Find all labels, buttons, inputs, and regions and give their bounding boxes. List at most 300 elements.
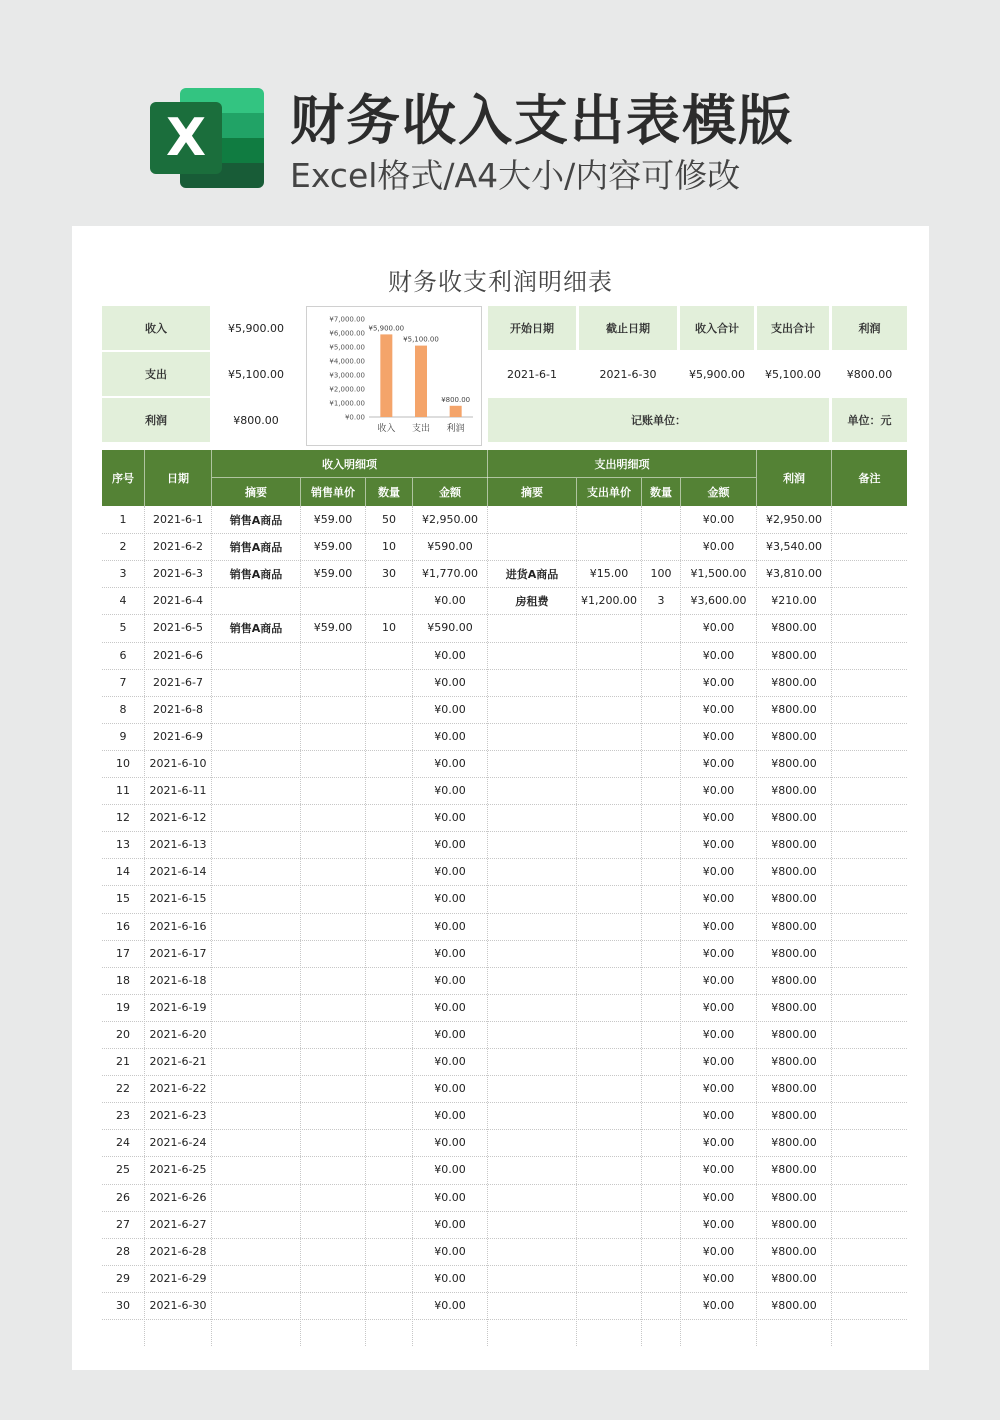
bar-1[interactable] [415, 346, 427, 417]
cell-expense-qty[interactable] [642, 858, 680, 885]
cell-expense-qty[interactable] [642, 1184, 680, 1211]
cell-profit[interactable]: ¥800.00 [771, 892, 817, 906]
cell-profit[interactable]: ¥800.00 [771, 675, 817, 689]
cell-expense-qty[interactable] [642, 1048, 680, 1075]
cell-date[interactable]: 2021-6-23 [149, 1109, 207, 1123]
cell-income-amount[interactable]: ¥0.00 [434, 892, 466, 906]
cell-income-price[interactable]: ¥59.00 [313, 513, 353, 527]
cell-income-price[interactable] [301, 885, 365, 912]
cell-income-qty[interactable] [366, 1265, 412, 1292]
cell-note[interactable] [832, 1102, 907, 1129]
cell-income-amount[interactable]: ¥0.00 [434, 675, 466, 689]
cell-note[interactable] [832, 750, 907, 777]
cell-note[interactable] [832, 1021, 907, 1048]
cell-income-qty[interactable]: 50 [382, 513, 396, 527]
cell-date[interactable]: 2021-6-7 [153, 675, 203, 689]
cell-income-qty[interactable] [366, 587, 412, 614]
cell-expense-summary[interactable] [488, 614, 576, 641]
cell-expense-amount[interactable]: ¥0.00 [702, 756, 735, 770]
start-date-value[interactable]: 2021-6-1 [507, 367, 557, 381]
cell-expense-summary[interactable] [488, 1102, 576, 1129]
cell-expense-qty[interactable] [642, 1075, 680, 1102]
cell-profit[interactable]: ¥3,540.00 [766, 540, 822, 554]
cell-expense-amount[interactable]: ¥0.00 [702, 865, 735, 879]
cell-expense-qty[interactable] [642, 804, 680, 831]
cell-income-price[interactable] [301, 1129, 365, 1156]
cell-date[interactable]: 2021-6-14 [149, 865, 207, 879]
cell-income-summary[interactable] [212, 1129, 300, 1156]
cell-income-summary[interactable] [212, 831, 300, 858]
cell-date[interactable]: 2021-6-21 [149, 1055, 207, 1069]
cell-income-summary[interactable] [212, 1211, 300, 1238]
cell-expense-qty[interactable] [642, 777, 680, 804]
cell-date[interactable]: 2021-6-11 [149, 784, 207, 798]
cell-seq[interactable]: 5 [119, 621, 127, 635]
cell-expense-amount[interactable]: ¥0.00 [702, 838, 735, 852]
cell-expense-amount[interactable]: ¥0.00 [702, 1190, 735, 1204]
cell-expense-qty[interactable]: 3 [657, 594, 665, 608]
cell-profit[interactable]: ¥800.00 [771, 1027, 817, 1041]
cell-expense-price[interactable] [577, 1156, 641, 1183]
cell-income-amount[interactable]: ¥0.00 [434, 973, 466, 987]
cell-expense-amount[interactable]: ¥0.00 [702, 1055, 735, 1069]
cell-income-summary[interactable] [212, 587, 300, 614]
cell-expense-amount[interactable]: ¥0.00 [702, 675, 735, 689]
cell-expense-price[interactable]: ¥15.00 [589, 567, 629, 581]
cell-expense-summary[interactable] [488, 804, 576, 831]
bar-2[interactable] [450, 406, 462, 417]
cell-seq[interactable]: 21 [116, 1055, 130, 1069]
cell-income-qty[interactable] [366, 1211, 412, 1238]
cell-expense-summary[interactable] [488, 750, 576, 777]
cell-income-summary[interactable] [212, 1021, 300, 1048]
cell-income-qty[interactable] [366, 750, 412, 777]
cell-profit[interactable]: ¥800.00 [771, 756, 817, 770]
cell-seq[interactable]: 24 [116, 1136, 130, 1150]
cell-seq[interactable]: 14 [116, 865, 130, 879]
cell-income-amount[interactable]: ¥1,770.00 [422, 567, 478, 581]
cell-profit[interactable]: ¥800.00 [771, 1109, 817, 1123]
cell-expense-qty[interactable] [642, 1265, 680, 1292]
cell-income-amount[interactable]: ¥0.00 [434, 1298, 466, 1312]
cell-income-summary[interactable] [212, 696, 300, 723]
cell-expense-amount[interactable]: ¥0.00 [702, 702, 735, 716]
cell-expense-amount[interactable]: ¥0.00 [702, 540, 735, 554]
cell-income-summary[interactable] [212, 669, 300, 696]
cell-expense-qty[interactable] [642, 1021, 680, 1048]
cell-income-price[interactable] [301, 1075, 365, 1102]
cell-expense-summary[interactable] [488, 1021, 576, 1048]
cell-income-amount[interactable]: ¥0.00 [434, 1190, 466, 1204]
cell-income-summary[interactable] [212, 885, 300, 912]
cell-seq[interactable]: 25 [116, 1163, 130, 1177]
cell-income-summary[interactable] [212, 777, 300, 804]
cell-expense-price[interactable] [577, 1265, 641, 1292]
cell-date[interactable]: 2021-6-26 [149, 1190, 207, 1204]
cell-date[interactable]: 2021-6-24 [149, 1136, 207, 1150]
cell-seq[interactable]: 9 [119, 729, 127, 743]
cell-note[interactable] [832, 614, 907, 641]
cell-expense-amount[interactable]: ¥0.00 [702, 1027, 735, 1041]
cell-income-summary[interactable] [212, 642, 300, 669]
cell-expense-price[interactable] [577, 1102, 641, 1129]
cell-expense-amount[interactable]: ¥0.00 [702, 946, 735, 960]
cell-expense-price[interactable] [577, 940, 641, 967]
cell-income-qty[interactable] [366, 1048, 412, 1075]
cell-income-amount[interactable]: ¥0.00 [434, 1244, 466, 1258]
cell-expense-qty[interactable] [642, 1292, 680, 1319]
cell-date[interactable]: 2021-6-16 [149, 919, 207, 933]
cell-expense-price[interactable] [577, 1129, 641, 1156]
cell-profit[interactable]: ¥800.00 [771, 865, 817, 879]
cell-date[interactable]: 2021-6-4 [153, 594, 203, 608]
cell-income-qty[interactable] [366, 940, 412, 967]
cell-note[interactable] [832, 506, 907, 533]
cell-profit[interactable]: ¥800.00 [771, 1244, 817, 1258]
cell-income-summary[interactable] [212, 1048, 300, 1075]
cell-expense-price[interactable] [577, 506, 641, 533]
cell-expense-summary[interactable] [488, 506, 576, 533]
cell-expense-qty[interactable] [642, 1102, 680, 1129]
cell-expense-price[interactable] [577, 1292, 641, 1319]
cell-note[interactable] [832, 1048, 907, 1075]
cell-seq[interactable]: 22 [116, 1082, 130, 1096]
cell-income-amount[interactable]: ¥0.00 [434, 594, 466, 608]
cell-seq[interactable]: 10 [116, 756, 130, 770]
cell-expense-qty[interactable] [642, 1238, 680, 1265]
cell-profit[interactable]: ¥800.00 [771, 946, 817, 960]
cell-income-summary[interactable] [212, 1184, 300, 1211]
cell-profit[interactable]: ¥800.00 [771, 621, 817, 635]
cell-income-summary[interactable] [212, 858, 300, 885]
cell-expense-qty[interactable] [642, 696, 680, 723]
cell-income-qty[interactable] [366, 1292, 412, 1319]
cell-income-qty[interactable] [366, 1102, 412, 1129]
cell-profit[interactable]: ¥210.00 [771, 594, 817, 608]
cell-seq[interactable]: 8 [119, 702, 127, 716]
cell-expense-qty[interactable] [642, 750, 680, 777]
cell-note[interactable] [832, 858, 907, 885]
cell-seq[interactable]: 1 [119, 513, 127, 527]
cell-income-price[interactable]: ¥59.00 [313, 540, 353, 554]
cell-expense-summary[interactable] [488, 1265, 576, 1292]
cell-expense-summary[interactable] [488, 858, 576, 885]
cell-expense-price[interactable] [577, 696, 641, 723]
cell-income-price[interactable] [301, 913, 365, 940]
end-date-value[interactable]: 2021-6-30 [599, 367, 657, 381]
cell-income-qty[interactable] [366, 1184, 412, 1211]
bar-0[interactable] [380, 334, 392, 417]
cell-note[interactable] [832, 723, 907, 750]
cell-expense-price[interactable] [577, 533, 641, 560]
cell-seq[interactable]: 6 [119, 648, 127, 662]
cell-income-qty[interactable] [366, 1129, 412, 1156]
cell-date[interactable]: 2021-6-22 [149, 1082, 207, 1096]
cell-income-summary[interactable] [212, 1075, 300, 1102]
cell-expense-price[interactable] [577, 831, 641, 858]
cell-expense-summary[interactable] [488, 967, 576, 994]
cell-income-summary[interactable]: 销售A商品 [229, 540, 283, 554]
cell-date[interactable]: 2021-6-30 [149, 1298, 207, 1312]
cell-income-amount[interactable]: ¥0.00 [434, 784, 466, 798]
cell-expense-summary[interactable] [488, 1238, 576, 1265]
cell-seq[interactable]: 11 [116, 784, 130, 798]
cell-expense-summary[interactable] [488, 777, 576, 804]
cell-expense-qty[interactable] [642, 669, 680, 696]
cell-income-qty[interactable] [366, 696, 412, 723]
cell-seq[interactable]: 23 [116, 1109, 130, 1123]
cell-expense-amount[interactable]: ¥0.00 [702, 892, 735, 906]
cell-expense-summary[interactable]: 进货A商品 [505, 567, 559, 581]
cell-expense-amount[interactable]: ¥0.00 [702, 1217, 735, 1231]
cell-expense-amount[interactable]: ¥0.00 [702, 1298, 735, 1312]
cell-income-amount[interactable]: ¥2,950.00 [422, 513, 478, 527]
cell-expense-qty[interactable]: 100 [650, 567, 672, 581]
cell-expense-qty[interactable] [642, 723, 680, 750]
cell-expense-qty[interactable] [642, 1129, 680, 1156]
cell-seq[interactable]: 29 [116, 1271, 130, 1285]
cell-income-summary[interactable] [212, 1156, 300, 1183]
cell-seq[interactable]: 26 [116, 1190, 130, 1204]
cell-income-summary[interactable] [212, 940, 300, 967]
cell-income-qty[interactable] [366, 1021, 412, 1048]
cell-seq[interactable]: 28 [116, 1244, 130, 1258]
cell-income-price[interactable] [301, 696, 365, 723]
cell-expense-price[interactable] [577, 614, 641, 641]
cell-expense-qty[interactable] [642, 913, 680, 940]
cell-note[interactable] [832, 1075, 907, 1102]
cell-expense-summary[interactable] [488, 1184, 576, 1211]
cell-note[interactable] [832, 669, 907, 696]
cell-note[interactable] [832, 1238, 907, 1265]
summary-bar-chart[interactable] [306, 306, 482, 446]
cell-note[interactable] [832, 1129, 907, 1156]
cell-date[interactable]: 2021-6-18 [149, 973, 207, 987]
cell-income-price[interactable] [301, 858, 365, 885]
cell-date[interactable]: 2021-6-2 [153, 540, 203, 554]
cell-income-price[interactable] [301, 1156, 365, 1183]
cell-expense-price[interactable] [577, 642, 641, 669]
cell-income-amount[interactable]: ¥0.00 [434, 1136, 466, 1150]
cell-income-price[interactable] [301, 1292, 365, 1319]
cell-date[interactable]: 2021-6-10 [149, 756, 207, 770]
cell-date[interactable]: 2021-6-27 [149, 1217, 207, 1231]
cell-date[interactable]: 2021-6-25 [149, 1163, 207, 1177]
cell-expense-amount[interactable]: ¥0.00 [702, 1000, 735, 1014]
cell-date[interactable]: 2021-6-13 [149, 838, 207, 852]
cell-seq[interactable]: 12 [116, 811, 130, 825]
cell-seq[interactable]: 18 [116, 973, 130, 987]
cell-expense-qty[interactable] [642, 1211, 680, 1238]
cell-expense-qty[interactable] [642, 831, 680, 858]
cell-expense-price[interactable] [577, 858, 641, 885]
cell-income-price[interactable] [301, 1184, 365, 1211]
cell-note[interactable] [832, 642, 907, 669]
cell-expense-qty[interactable] [642, 506, 680, 533]
cell-income-summary[interactable] [212, 1102, 300, 1129]
cell-income-qty[interactable] [366, 913, 412, 940]
cell-income-qty[interactable] [366, 1238, 412, 1265]
cell-income-qty[interactable] [366, 858, 412, 885]
cell-profit[interactable]: ¥800.00 [771, 1298, 817, 1312]
cell-expense-amount[interactable]: ¥0.00 [702, 973, 735, 987]
cell-note[interactable] [832, 804, 907, 831]
cell-profit[interactable]: ¥800.00 [771, 1082, 817, 1096]
cell-expense-price[interactable] [577, 967, 641, 994]
cell-note[interactable] [832, 587, 907, 614]
bookkeeper-label[interactable]: 记账单位： [488, 398, 829, 442]
cell-income-summary[interactable]: 销售A商品 [229, 621, 283, 635]
cell-expense-summary[interactable] [488, 913, 576, 940]
cell-income-summary[interactable] [212, 1238, 300, 1265]
cell-expense-amount[interactable]: ¥0.00 [702, 513, 735, 527]
cell-seq[interactable]: 7 [119, 675, 127, 689]
cell-expense-price[interactable] [577, 804, 641, 831]
cell-expense-price[interactable] [577, 669, 641, 696]
cell-income-summary[interactable] [212, 1265, 300, 1292]
cell-income-summary[interactable] [212, 723, 300, 750]
cell-income-amount[interactable]: ¥0.00 [434, 756, 466, 770]
cell-income-price[interactable] [301, 1265, 365, 1292]
cell-income-price[interactable] [301, 1048, 365, 1075]
income-total-value[interactable]: ¥5,900.00 [689, 367, 745, 381]
cell-income-summary[interactable]: 销售A商品 [229, 513, 283, 527]
cell-income-qty[interactable] [366, 885, 412, 912]
cell-expense-qty[interactable] [642, 642, 680, 669]
cell-income-amount[interactable]: ¥0.00 [434, 919, 466, 933]
cell-expense-price[interactable] [577, 1048, 641, 1075]
cell-income-amount[interactable]: ¥0.00 [434, 1000, 466, 1014]
cell-note[interactable] [832, 1184, 907, 1211]
cell-expense-amount[interactable]: ¥3,600.00 [690, 594, 747, 608]
cell-seq[interactable]: 13 [116, 838, 130, 852]
cell-expense-summary[interactable] [488, 1292, 576, 1319]
cell-income-amount[interactable]: ¥0.00 [434, 865, 466, 879]
cell-seq[interactable]: 17 [116, 946, 130, 960]
cell-income-amount[interactable]: ¥0.00 [434, 702, 466, 716]
cell-income-amount[interactable]: ¥0.00 [434, 838, 466, 852]
cell-seq[interactable]: 16 [116, 919, 130, 933]
cell-income-qty[interactable] [366, 804, 412, 831]
cell-expense-price[interactable] [577, 1021, 641, 1048]
cell-profit[interactable]: ¥800.00 [771, 1190, 817, 1204]
cell-income-summary[interactable]: 销售A商品 [229, 567, 283, 581]
cell-income-price[interactable] [301, 1021, 365, 1048]
cell-note[interactable] [832, 533, 907, 560]
cell-expense-price[interactable]: ¥1,200.00 [581, 594, 637, 608]
cell-profit[interactable]: ¥3,810.00 [766, 567, 822, 581]
summary-income-value[interactable]: ¥5,900.00 [228, 321, 284, 335]
cell-date[interactable]: 2021-6-28 [149, 1244, 207, 1258]
cell-income-qty[interactable] [366, 831, 412, 858]
cell-note[interactable] [832, 994, 907, 1021]
cell-income-amount[interactable]: ¥0.00 [434, 1217, 466, 1231]
cell-expense-amount[interactable]: ¥0.00 [702, 919, 735, 933]
cell-profit[interactable]: ¥800.00 [771, 1000, 817, 1014]
cell-expense-amount[interactable]: ¥0.00 [702, 1109, 735, 1123]
cell-expense-summary[interactable] [488, 831, 576, 858]
cell-profit[interactable]: ¥2,950.00 [766, 513, 822, 527]
cell-expense-price[interactable] [577, 1075, 641, 1102]
cell-income-qty[interactable] [366, 723, 412, 750]
cell-seq[interactable]: 20 [116, 1027, 130, 1041]
cell-expense-summary[interactable] [488, 1048, 576, 1075]
cell-expense-price[interactable] [577, 913, 641, 940]
cell-income-price[interactable] [301, 994, 365, 1021]
cell-income-price[interactable] [301, 642, 365, 669]
cell-income-price[interactable] [301, 587, 365, 614]
cell-income-amount[interactable]: ¥590.00 [427, 540, 473, 554]
cell-income-qty[interactable] [366, 642, 412, 669]
cell-expense-price[interactable] [577, 1211, 641, 1238]
cell-expense-amount[interactable]: ¥0.00 [702, 621, 735, 635]
expense-total-value[interactable]: ¥5,100.00 [765, 367, 821, 381]
cell-income-price[interactable] [301, 723, 365, 750]
cell-income-amount[interactable]: ¥0.00 [434, 1163, 466, 1177]
cell-income-qty[interactable] [366, 1075, 412, 1102]
cell-income-price[interactable] [301, 940, 365, 967]
cell-expense-summary[interactable] [488, 642, 576, 669]
cell-income-amount[interactable]: ¥0.00 [434, 648, 466, 662]
cell-income-price[interactable] [301, 967, 365, 994]
cell-expense-summary[interactable] [488, 533, 576, 560]
cell-note[interactable] [832, 777, 907, 804]
cell-date[interactable]: 2021-6-3 [153, 567, 203, 581]
cell-expense-amount[interactable]: ¥0.00 [702, 1082, 735, 1096]
cell-profit[interactable]: ¥800.00 [771, 1163, 817, 1177]
cell-seq[interactable]: 15 [116, 892, 130, 906]
cell-note[interactable] [832, 940, 907, 967]
cell-income-amount[interactable]: ¥0.00 [434, 1055, 466, 1069]
cell-date[interactable]: 2021-6-5 [153, 621, 203, 635]
cell-note[interactable] [832, 1292, 907, 1319]
cell-expense-summary[interactable] [488, 994, 576, 1021]
cell-expense-amount[interactable]: ¥0.00 [702, 811, 735, 825]
cell-date[interactable]: 2021-6-19 [149, 1000, 207, 1014]
cell-note[interactable] [832, 560, 907, 587]
cell-profit[interactable]: ¥800.00 [771, 729, 817, 743]
cell-income-summary[interactable] [212, 967, 300, 994]
cell-expense-qty[interactable] [642, 994, 680, 1021]
cell-profit[interactable]: ¥800.00 [771, 1217, 817, 1231]
cell-seq[interactable]: 27 [116, 1217, 130, 1231]
cell-note[interactable] [832, 1156, 907, 1183]
cell-expense-qty[interactable] [642, 1156, 680, 1183]
cell-expense-price[interactable] [577, 750, 641, 777]
cell-income-amount[interactable]: ¥0.00 [434, 811, 466, 825]
summary-profit-value[interactable]: ¥800.00 [233, 413, 279, 427]
cell-income-qty[interactable]: 30 [382, 567, 396, 581]
cell-expense-qty[interactable] [642, 940, 680, 967]
cell-date[interactable]: 2021-6-1 [153, 513, 203, 527]
cell-profit[interactable]: ¥800.00 [771, 702, 817, 716]
cell-expense-summary[interactable] [488, 1211, 576, 1238]
cell-seq[interactable]: 3 [119, 567, 127, 581]
cell-date[interactable]: 2021-6-15 [149, 892, 207, 906]
cell-income-price[interactable] [301, 750, 365, 777]
cell-expense-summary[interactable]: 房租费 [515, 594, 549, 608]
cell-date[interactable]: 2021-6-9 [153, 729, 203, 743]
cell-income-qty[interactable] [366, 994, 412, 1021]
cell-income-price[interactable] [301, 804, 365, 831]
cell-expense-qty[interactable] [642, 614, 680, 641]
cell-income-amount[interactable]: ¥590.00 [427, 621, 473, 635]
cell-profit[interactable]: ¥800.00 [771, 784, 817, 798]
cell-income-amount[interactable]: ¥0.00 [434, 1027, 466, 1041]
cell-expense-amount[interactable]: ¥0.00 [702, 784, 735, 798]
cell-income-price[interactable] [301, 1102, 365, 1129]
cell-expense-amount[interactable]: ¥0.00 [702, 1271, 735, 1285]
